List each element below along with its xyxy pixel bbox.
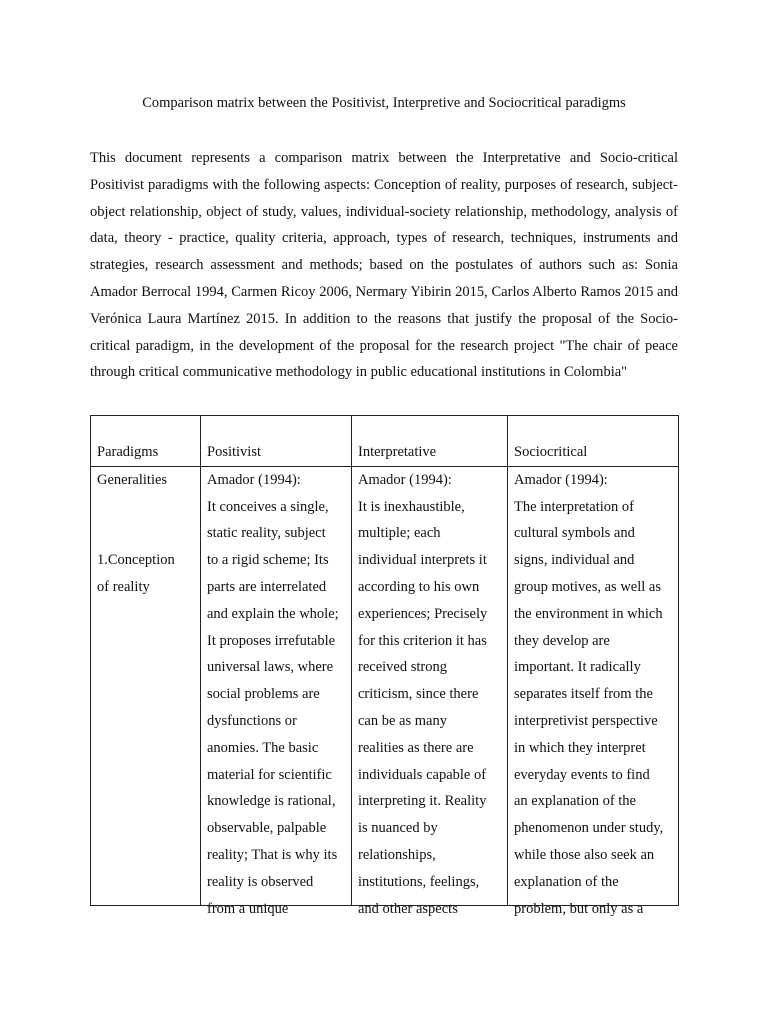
document-title: Comparison matrix between the Positivist, Interpretive and Sociocritical paradigms [142, 95, 626, 111]
sociocritical-cell [508, 466, 679, 917]
interpretative-cell [352, 466, 508, 917]
interpretative-text-line: experiences; Precisely [358, 605, 488, 622]
positivist-text-line: It conceives a single, [207, 498, 329, 515]
positivist-text-line: dysfunctions or [207, 712, 297, 729]
aspect-cell [91, 466, 201, 905]
sociocritical-text-line: separates itself from the [514, 686, 653, 703]
interpretative-text-line: realities as there are [358, 739, 474, 756]
positivist-text-line: and explain the whole; [207, 605, 339, 622]
header-interpretative: Interpretative [352, 416, 508, 467]
intro-paragraph: This document represents a comparison matrix between the Interpretative and Socio-critical Positivist paradigms with the following aspects: Conception of reality, purposes of research, subject-object relationship, object of study, values, individual-society relationship, methodology, analysis of data, theory - practice, quality criteria, approach, types of research, techniques, instruments and strategies, research assessment and methods; based on the postulates of authors such as: Sonia Amador Berrocal 1994, Carmen Ricoy 2006, Nermary Yibirin 2015, Carlos Alberto Ramos 2015 and Verónica Laura Martínez 2015. In addition to the reasons that justify the proposal of the Socio-critical paradigm, in the development of the proposal for the research project "The chair of peace through critical communicative methodology in public educational institutions in Colombia" [90, 150, 678, 381]
sociocritical-text-line: an explanation of the [514, 793, 636, 810]
interpretative-text-line: received strong [358, 659, 447, 676]
sociocritical-text-line: explanation of the [514, 873, 619, 890]
aspect-label-line: of reality [97, 578, 150, 595]
interpretative-text-line: It is inexhaustible, [358, 498, 465, 515]
header-paradigms: Paradigms [91, 416, 201, 467]
sociocritical-text-line: the environment in which [514, 605, 663, 622]
positivist-text-line: Amador (1994): [207, 471, 301, 488]
interpretative-text-line: Amador (1994): [358, 471, 452, 488]
sociocritical-text-line: phenomenon under study, [514, 820, 664, 837]
sociocritical-text-line: important. It radically [514, 659, 641, 676]
sociocritical-text-line: The interpretation of [514, 498, 634, 515]
aspect-heading: Generalities [97, 471, 168, 488]
interpretative-text-line: institutions, feelings, [358, 873, 480, 890]
positivist-text-line: parts are interrelated [207, 578, 327, 595]
interpretative-text-line: interpreting it. Reality [358, 793, 487, 810]
interpretative-text-line: individual interprets it [358, 552, 487, 569]
interpretative-text-line: can be as many [358, 712, 447, 729]
interpretative-text-line: is nuanced by [358, 820, 438, 837]
interpretative-text-line: criticism, since there [358, 686, 479, 703]
positivist-text-line: to a rigid scheme; Its [207, 552, 329, 569]
interpretative-text-line: according to his own [358, 578, 480, 595]
positivist-text-line: social problems are [207, 686, 320, 703]
interpretative-text-line: individuals capable of [358, 766, 487, 783]
interpretative-text-line: for this criterion it has [358, 632, 487, 649]
positivist-text-line: It proposes irrefutable [207, 632, 336, 649]
positivist-text-line: knowledge is rational, [207, 793, 336, 810]
sociocritical-text-line: while those also seek an [514, 846, 655, 863]
interpretative-text-line: multiple; each [358, 525, 441, 542]
sociocritical-text-line: they develop are [514, 632, 610, 649]
positivist-text-line: observable, palpable [207, 820, 327, 837]
positivist-text-line: universal laws, where [207, 659, 334, 676]
sociocritical-text-line: signs, individual and [514, 552, 635, 569]
sociocritical-text-line: group motives, as well as [514, 578, 661, 595]
positivist-text-line: material for scientific [207, 766, 332, 783]
sociocritical-text-line: in which they interpret [514, 739, 646, 756]
positivist-text-line: anomies. The basic [207, 739, 319, 756]
positivist-text-line: static reality, subject [207, 525, 326, 542]
positivist-text-line: reality; That is why its [207, 846, 338, 863]
sociocritical-text-line: cultural symbols and [514, 525, 635, 542]
table-header-row [91, 416, 679, 467]
sociocritical-text-line: problem, but only as a [514, 900, 644, 917]
comparison-matrix-table [90, 415, 679, 917]
header-sociocritical: Sociocritical [508, 416, 679, 467]
positivist-cell [201, 466, 352, 917]
interpretative-text-line: and other aspects [358, 900, 458, 917]
header-positivist: Positivist [201, 416, 352, 467]
sociocritical-text-line: Amador (1994): [514, 471, 608, 488]
interpretative-text-line: relationships, [358, 846, 436, 863]
positivist-text-line: reality is observed [207, 873, 314, 890]
table-row [91, 466, 679, 905]
positivist-text-line: from a unique [207, 900, 289, 917]
sociocritical-text-line: everyday events to find [514, 766, 650, 783]
aspect-label-line: 1.Conception [97, 552, 175, 569]
sociocritical-text-line: interpretivist perspective [514, 712, 658, 729]
